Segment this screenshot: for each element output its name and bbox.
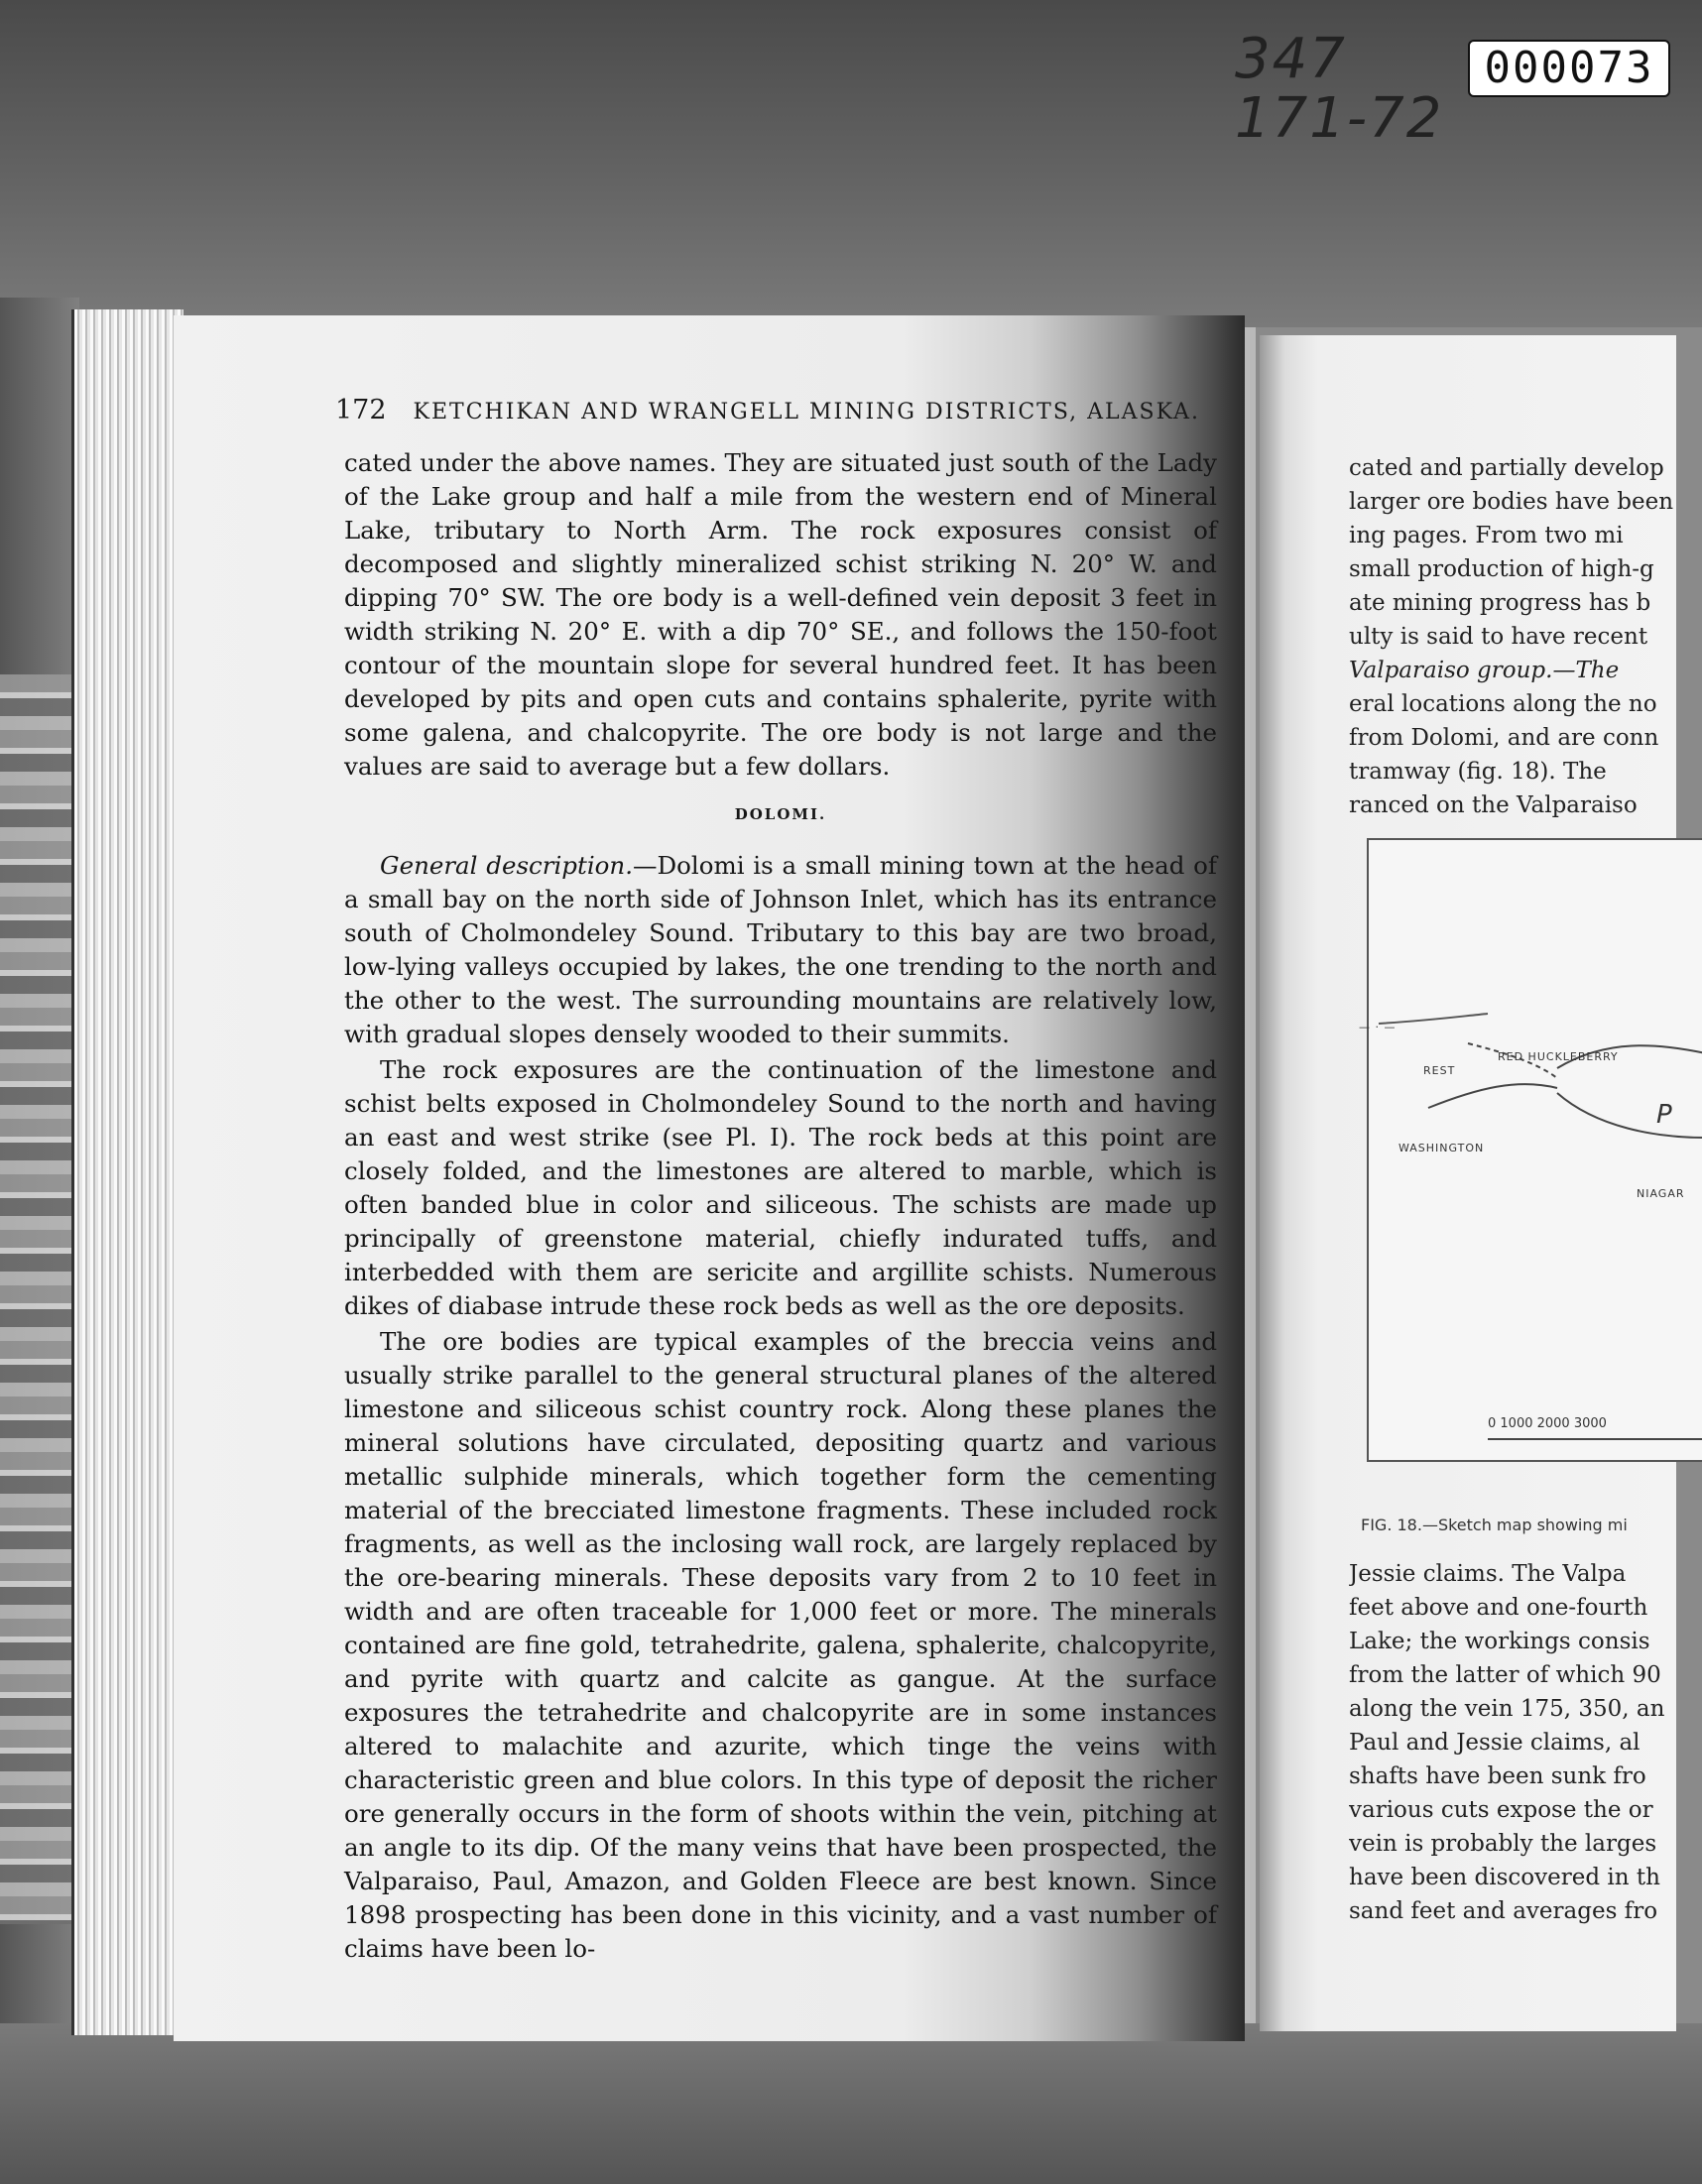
right-line: small production of high-g xyxy=(1349,556,1654,582)
background-bottom xyxy=(0,2023,1702,2184)
map-label-washington: WASHINGTON xyxy=(1398,1142,1485,1154)
right-line: various cuts expose the or xyxy=(1349,1797,1653,1823)
left-page-body xyxy=(344,446,1217,1966)
right-line: along the vein 175, 350, an xyxy=(1349,1696,1665,1722)
map-scale-bar xyxy=(1488,1438,1702,1440)
page-number: 172 xyxy=(335,395,387,425)
map-scale-text: 0 1000 2000 3000 xyxy=(1488,1416,1607,1431)
map-label-niagara: NIAGAR xyxy=(1637,1187,1685,1200)
background-top xyxy=(0,0,1702,327)
running-head xyxy=(335,395,1200,425)
sketch-map xyxy=(1359,838,1702,1462)
handwritten-line-2: 171-72 xyxy=(1235,86,1444,151)
right-line: larger ore bodies have been xyxy=(1349,489,1674,515)
map-label-p: P xyxy=(1656,1100,1673,1130)
right-page-text-bottom xyxy=(1349,1557,1686,1928)
page-edges-stack xyxy=(71,309,183,2035)
right-line: Valparaiso group.—The xyxy=(1349,658,1620,683)
figure-caption: FIG. 18.—Sketch map showing mi xyxy=(1361,1516,1628,1534)
right-line: ing pages. From two mi xyxy=(1349,523,1624,548)
right-line: Paul and Jessie claims, al xyxy=(1349,1730,1641,1756)
paragraph-2-lead: General description. xyxy=(380,851,633,880)
right-line: vein is probably the larges xyxy=(1349,1831,1657,1857)
right-line: feet above and one-fourth xyxy=(1349,1595,1648,1621)
right-line: ate mining progress has b xyxy=(1349,590,1651,616)
paragraph-3: The rock exposures are the continuation of the limestone and schist belts exposed in Cholmondeley Sound to the north and having an east and west strike (see Pl. I). The rock beds at this point are closely folded, and the limestones are altered to marble, which is often banded blue in color and siliceous. The schists are made up principally of greenstone material, chiefly indurated tuffs, and interbedded with them are sericite and argillite schists. Numerous dikes of diabase intrude these rock beds as well as the ore deposits. xyxy=(344,1055,1217,1320)
map-label-coast: — · — xyxy=(1359,1021,1397,1033)
handwritten-line-1: 347 xyxy=(1235,27,1347,91)
right-line: eral locations along the no xyxy=(1349,691,1657,717)
right-line: from the latter of which 90 xyxy=(1349,1662,1661,1688)
right-line: sand feet and averages fro xyxy=(1349,1898,1658,1924)
map-label-red-huckleberry: RED HUCKLEBERRY xyxy=(1498,1050,1619,1063)
paragraph-2-text: —Dolomi is a small mining town at the head of a small bay on the north side of Johnson Inlet, which has its entrance south of Cholmondeley Sound. Tributary to this bay are two broad, low-lying valleys occupied by lakes, the one trending to the north and the other to the west. The surrounding mountains are relatively low, with gradual slopes densely wooded to their summits. xyxy=(344,851,1217,1048)
paragraph-1: cated under the above names. They are situated just south of the Lady of the Lake group and half a mile from the western end of Mineral Lake, tributary to North Arm. The rock exposures consist of decomposed and slightly mineralized schist striking N. 20° W. and dipping 70° SW. The ore body is a well-defined vein deposit 3 feet in width striking N. 20° E. with a dip 70° SE., and follows the 150-foot contour of the mountain slope for several hundred feet. It has been developed by pits and open cuts and contains sphalerite, pyrite with some galena, and chalcopyrite. The ore body is not large and the values are said to average but a few dollars. xyxy=(344,448,1217,781)
right-line: have been discovered in th xyxy=(1349,1865,1660,1890)
right-line: cated and partially develop xyxy=(1349,455,1664,481)
right-line: ranced on the Valparaiso xyxy=(1349,792,1638,818)
right-line: Jessie claims. The Valpa xyxy=(1349,1561,1627,1587)
paragraph-2 xyxy=(344,849,1217,1051)
running-head-title: KETCHIKAN AND WRANGELL MINING DISTRICTS, ALASKA. xyxy=(413,400,1200,425)
document-stamp-number: 000073 xyxy=(1468,40,1670,97)
map-label-rest: REST xyxy=(1423,1064,1456,1077)
right-page-text-top xyxy=(1349,451,1686,822)
section-heading: DOLOMI. xyxy=(734,805,827,823)
paragraph-4: The ore bodies are typical examples of the breccia veins and usually strike parallel to the general structural planes of the altered limestone and siliceous schist country rock. Along these planes the mineral solutions have circulated, depositing quartz and various metallic sulphide minerals, which together form the cementing material of the brecciated limestone fragments. These included rock fragments, as well as the inclosing wall rock, are largely replaced by the ore-bearing minerals. These deposits vary from 2 to 10 feet in width and are often traceable for 1,000 feet or more. The minerals contained are fine gold, tetrahedrite, galena, sphalerite, chalcopyrite, and pyrite with quartz and calcite as gangue. At the surface exposures the tetrahedrite and chalcopyrite are in some instances altered to malachite and azurite, which tinge the veins with characteristic green and blue colors. In this type of deposit the richer ore generally occurs in the form of shoots within the vein, pitching at an angle to its dip. Of the many veins that have been prospected, the Valparaiso, Paul, Amazon, and Golden Fleece are best known. Since 1898 prospecting has been done in this vicinity, and a vast number of claims have been lo- xyxy=(344,1327,1217,1963)
right-line: tramway (fig. 18). The xyxy=(1349,759,1607,785)
handwritten-annotation xyxy=(1235,27,1444,151)
right-line: ulty is said to have recent xyxy=(1349,624,1648,650)
marbled-book-edge xyxy=(0,674,71,1924)
right-line: from Dolomi, and are conn xyxy=(1349,725,1659,751)
right-line: Lake; the workings consis xyxy=(1349,1629,1650,1654)
right-line: shafts have been sunk fro xyxy=(1349,1763,1646,1789)
